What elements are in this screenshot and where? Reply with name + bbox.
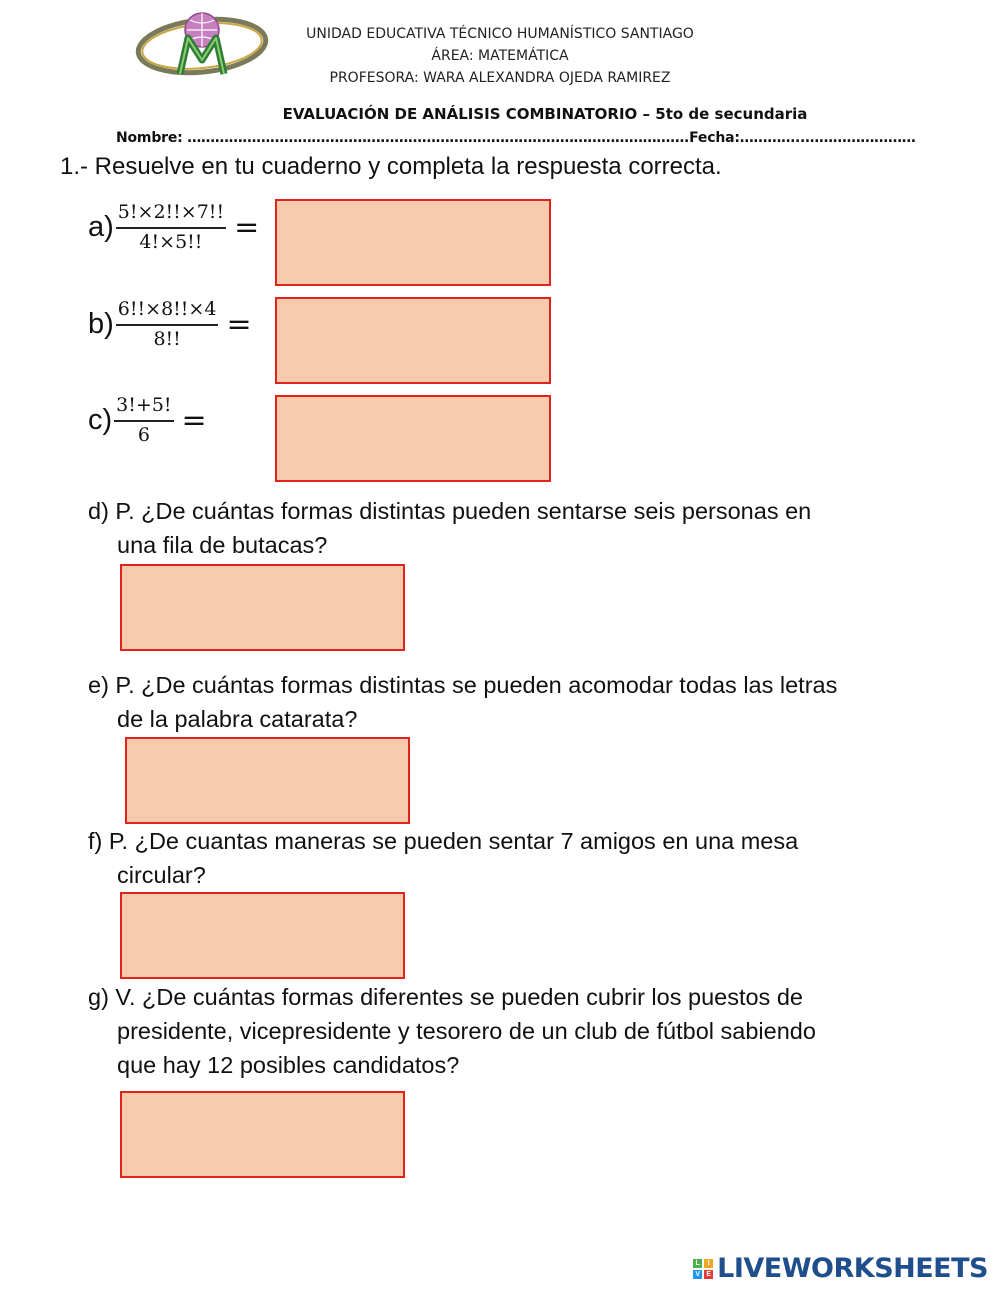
problem-line: g) V. ¿De cuántas formas diferentes se pueden cubrir los puestos de (88, 984, 803, 1010)
problem-line: de la palabra catarata? (117, 706, 358, 732)
answer-box-d[interactable] (120, 564, 405, 651)
formula-label: c) (88, 404, 113, 437)
answer-box-f[interactable] (120, 892, 405, 979)
formula-b (88, 300, 252, 350)
brand-icon-letter: L (693, 1259, 702, 1268)
brand-text: LIVEWORKSHEETS (717, 1253, 988, 1284)
answer-box-g[interactable] (120, 1091, 405, 1178)
answer-box-e[interactable] (125, 737, 410, 824)
liveworksheets-logo[interactable] (693, 1253, 988, 1284)
teacher-label: PROFESORA: WARA ALEXANDRA OJEDA RAMIREZ (329, 70, 671, 86)
problem-line: circular? (117, 862, 206, 888)
brand-icon-letter: I (704, 1259, 713, 1268)
school-name: UNIDAD EDUCATIVA TÉCNICO HUMANÍSTICO SANTIAGO (306, 26, 694, 42)
equals-sign: = (181, 403, 207, 439)
denominator: 6 (137, 423, 150, 446)
problem-line: e) P. ¿De cuántas formas distintas se pueden acomodar todas las letras (88, 672, 838, 698)
numerator: 6!!×8!!×4 (116, 300, 219, 326)
problem-g (88, 980, 816, 1082)
answer-box-b[interactable] (275, 297, 551, 384)
problem-e (88, 668, 837, 736)
equals-sign: = (226, 307, 252, 343)
problem-line: una fila de butacas? (117, 532, 328, 558)
formula-c (88, 396, 207, 446)
denominator: 4!×5!! (139, 230, 203, 253)
fraction (114, 396, 173, 446)
answer-box-a[interactable] (275, 199, 551, 286)
instruction: 1.- Resuelve en tu cuaderno y completa la respuesta correcta. (60, 153, 722, 180)
liveworksheets-icon (693, 1259, 713, 1279)
exam-title: EVALUACIÓN DE ANÁLISIS COMBINATORIO – 5to de secundaria (282, 105, 808, 123)
problem-line: que hay 12 posibles candidatos? (117, 1052, 460, 1078)
formula-a (88, 203, 259, 253)
brand-icon-letter: E (704, 1270, 713, 1279)
numerator: 3!+5! (114, 396, 173, 422)
name-date-line: Nombre: ……………………………………………………………………………………………….Fecha:…………..…………………… (116, 130, 916, 146)
answer-box-c[interactable] (275, 395, 551, 482)
fraction (116, 203, 226, 253)
formula-label: b) (88, 308, 114, 341)
fraction (116, 300, 219, 350)
numerator: 5!×2!!×7!! (116, 203, 226, 229)
equals-sign: = (234, 210, 260, 246)
formula-label: a) (88, 211, 114, 244)
denominator: 8!! (153, 327, 181, 350)
problem-line: f) P. ¿De cuantas maneras se pueden sentar 7 amigos en una mesa (88, 828, 799, 854)
area-label: ÁREA: MATEMÁTICA (431, 48, 569, 64)
problem-f (88, 824, 798, 892)
brand-icon-letter: V (693, 1270, 702, 1279)
problem-line: d) P. ¿De cuántas formas distintas pueden sentarse seis personas en (88, 498, 812, 524)
problem-d (88, 494, 811, 562)
problem-line: presidente, vicepresidente y tesorero de un club de fútbol sabiendo (117, 1018, 816, 1044)
